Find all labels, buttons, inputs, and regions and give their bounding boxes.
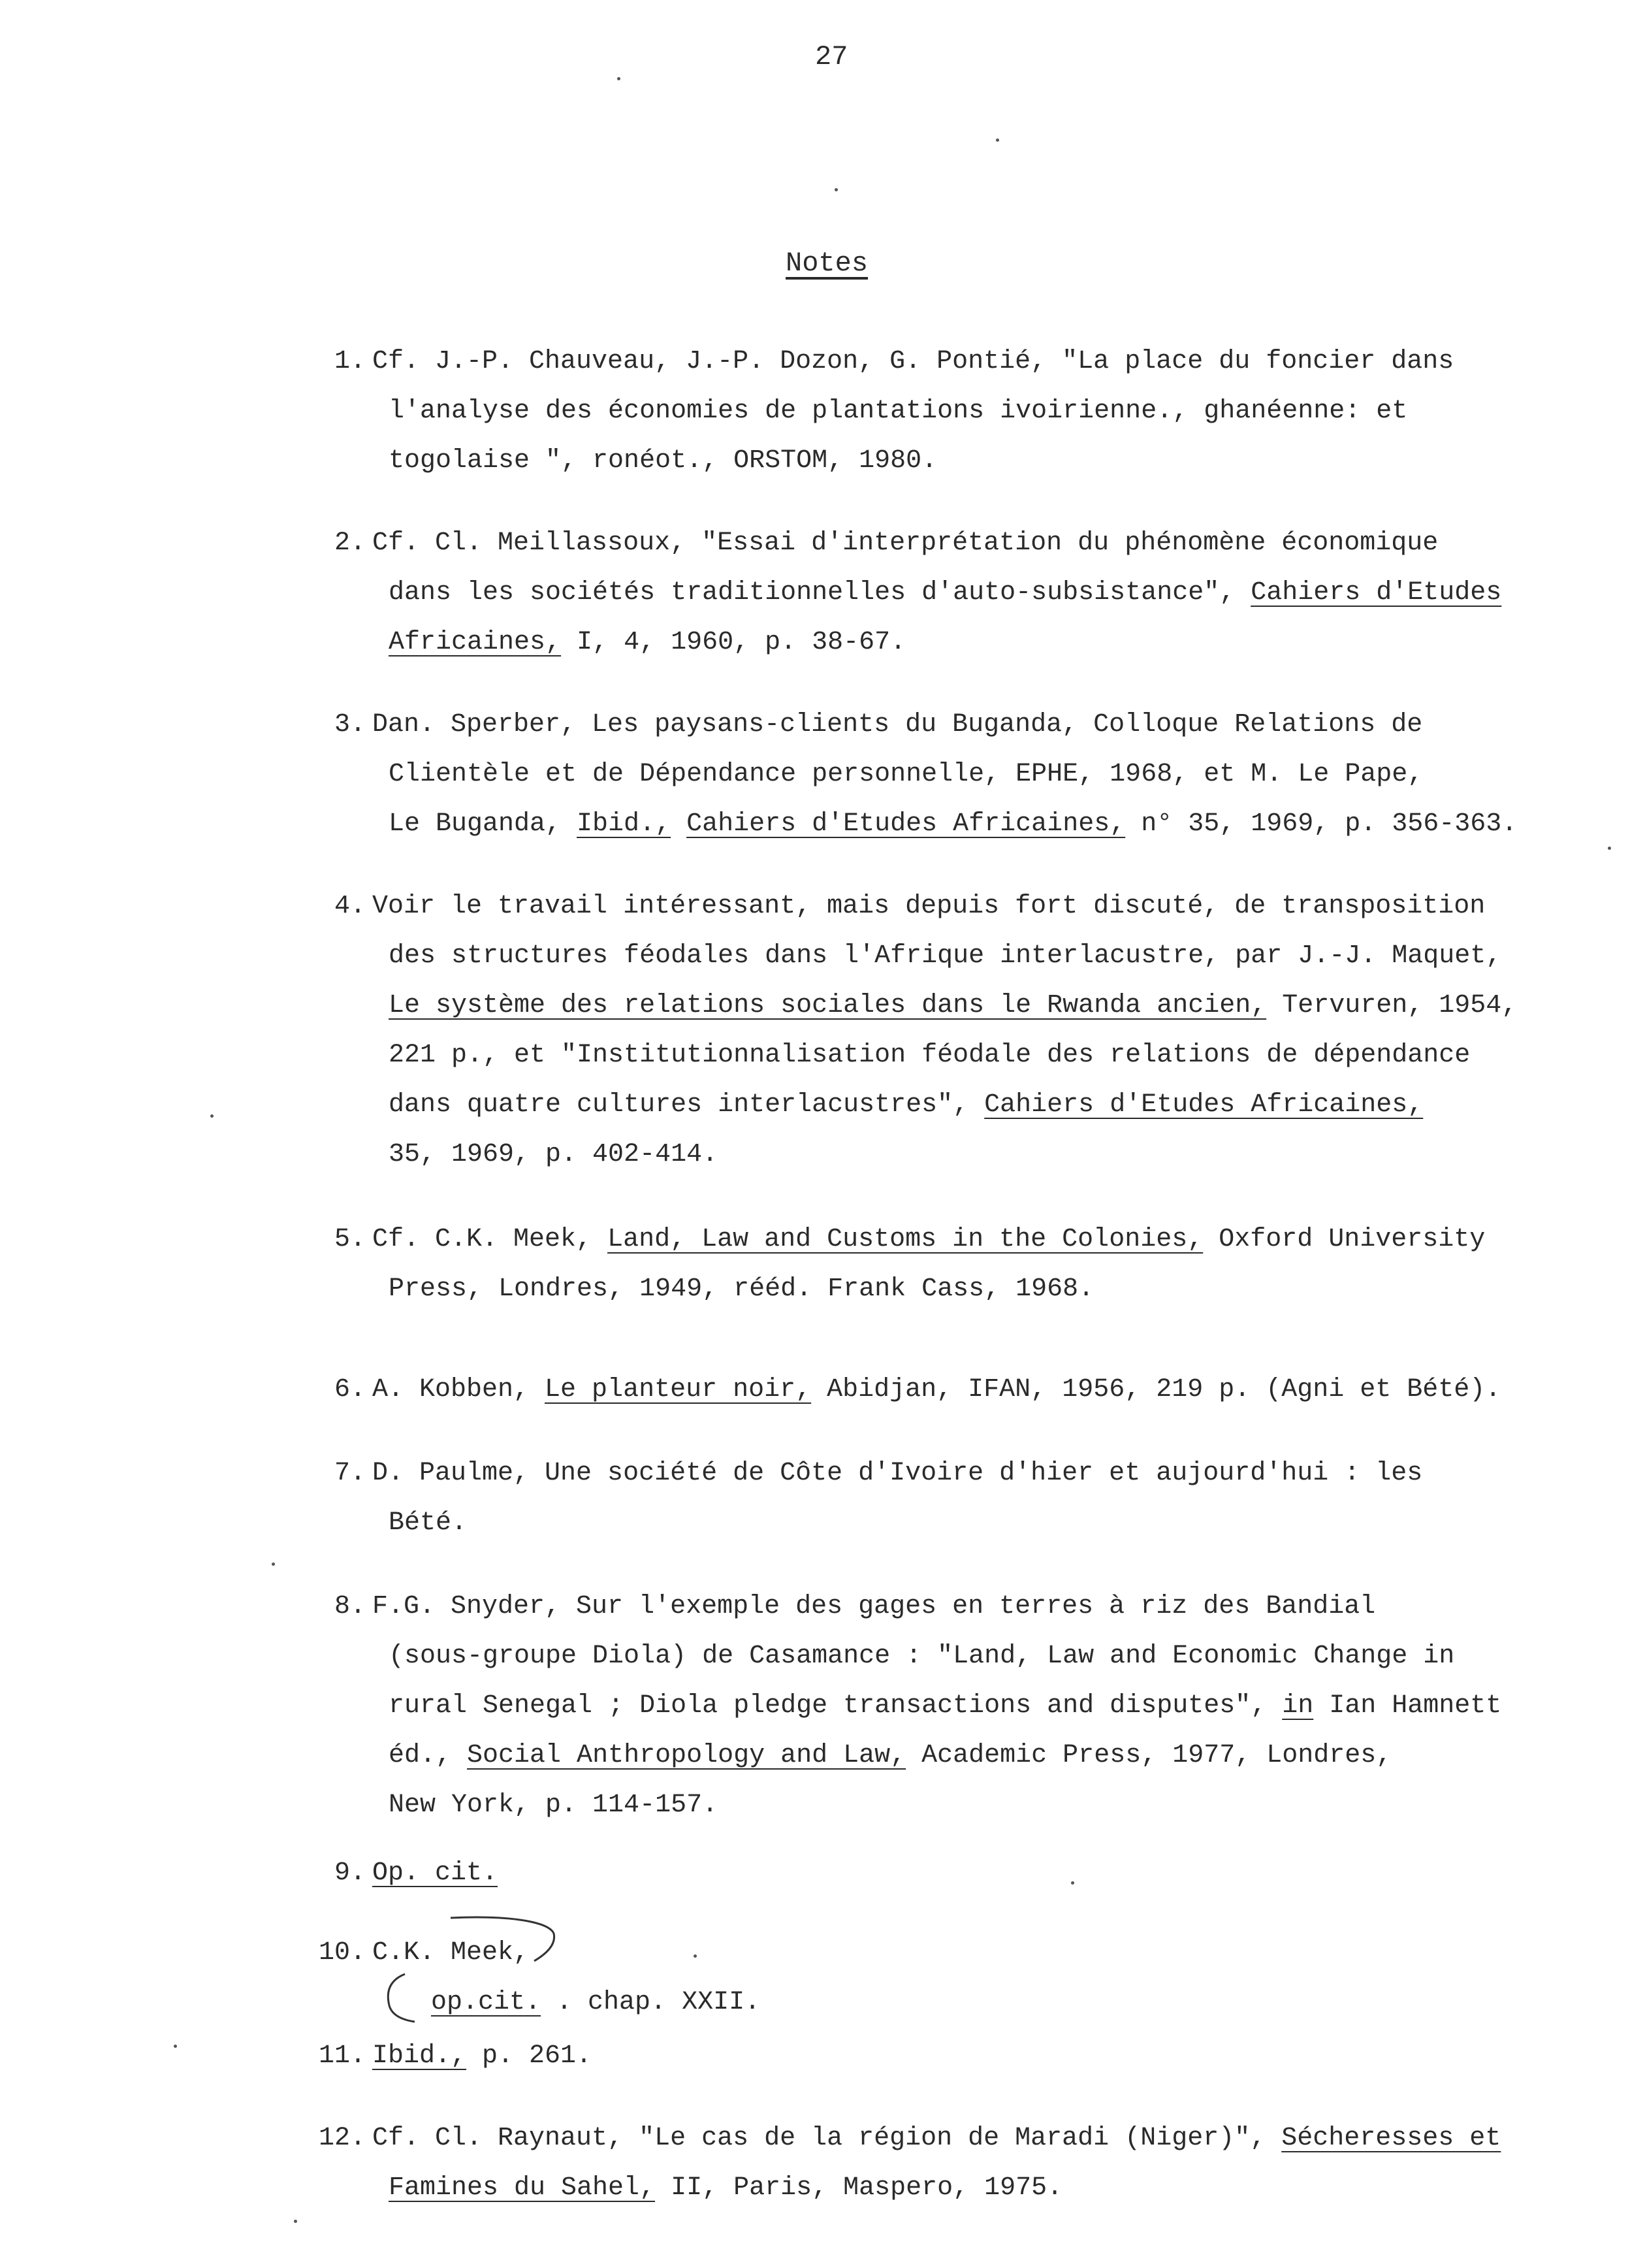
note-line: Clientèle et de Dépendance personnelle, EPHE, 1968, et M. Le Pape, [389,760,1424,789]
in-marker: in [1282,1691,1314,1721]
note-line: Voir le travail intéressant, mais depuis fort discuté, de transposition [372,892,1486,921]
note-line [287,2114,1593,2163]
note-text: n° 35, 1969, p. 356-363. [1125,809,1518,839]
note-line [287,618,1593,668]
note-12 [287,2114,1593,2213]
note-line [287,981,1593,1031]
note-text: rural Senegal ; Diola pledge transactions and disputes", [389,1691,1283,1721]
note-line: D. Paulme, Une société de Côte d'Ivoire d'hier et aujourd'hui : les [372,1459,1423,1488]
book-title: Sécheresses et [1281,2124,1501,2153]
book-title: Land, Law and Customs in the Colonies, [607,1225,1204,1254]
scan-speck [835,188,838,191]
note-8 [287,1582,1593,1830]
ibid-reference: Ibid., [577,809,671,839]
book-title: Social Anthropology and Law, [467,1741,906,1770]
note-number: 9. [334,1858,366,1888]
note-line: Cf. J.-P. Chauveau, J.-P. Dozon, G. Pontié, "La place du foncier dans [372,347,1454,376]
note-line: (sous-groupe Diola) de Casamance : "Land, Law and Economic Change in [389,1642,1455,1671]
note-number: 2. [334,528,366,558]
book-title: Le planteur noir, [545,1375,812,1404]
note-text [671,809,686,839]
note-1 [287,337,1593,486]
scan-speck [174,2045,177,2048]
note-text: dans les sociétés traditionnelles d'auto-subsistance", [389,578,1236,608]
note-line [287,568,1593,618]
scan-speck [996,138,999,142]
note-line: F.G. Snyder, Sur l'exemple des gages en terres à riz des Bandial [372,1592,1376,1621]
scan-speck [1608,847,1611,850]
note-11 [287,2032,1593,2081]
note-6 [287,1365,1593,1415]
page-number: 27 [815,41,848,73]
note-number: 1. [334,347,366,376]
note-text: Abidjan, IFAN, 1956, 219 p. (Agni et Bété). [811,1375,1501,1404]
note-text: p. 261. [466,2041,592,2071]
note-line [287,1849,1593,1898]
note-text: Ian Hamnett [1313,1691,1502,1721]
note-text: Le Buganda, [389,809,577,839]
scan-speck [617,77,620,80]
note-line [287,2163,1593,2213]
note-number: 4. [334,892,366,921]
journal-title: Cahiers d'Etudes Africaines, [984,1090,1424,1120]
journal-title: Cahiers d'Etudes [1251,578,1502,608]
note-line: New York, p. 114-157. [389,1790,718,1820]
note-line: 35, 1969, p. 402-414. [389,1140,718,1169]
note-number: 5. [334,1225,366,1254]
note-9 [287,1849,1593,1898]
note-line [287,1681,1593,1731]
note-number: 6. [334,1375,366,1404]
op-cit-reference: op.cit. [431,1988,541,2017]
note-text: Oxford University [1203,1225,1486,1254]
note-text: dans quatre cultures interlacustres", [389,1090,985,1120]
note-line [287,2032,1593,2081]
scan-speck [1071,1881,1074,1885]
note-line [287,1731,1593,1781]
handwritten-swap-mark [379,1914,588,2025]
note-line [287,1215,1593,1265]
book-title: Famines du Sahel, [389,2173,656,2203]
note-text: II, Paris, Maspero, 1975. [655,2173,1063,2203]
scan-speck [210,1114,214,1118]
note-number: 12. [318,2124,366,2153]
note-line: Dan. Sperber, Les paysans-clients du Buganda, Colloque Relations de [372,710,1423,739]
book-title: Le système des relations sociales dans le Rwanda ancien, [389,991,1267,1020]
note-line: Bété. [389,1508,468,1538]
scan-speck [294,2220,297,2223]
note-text: A. Kobben, [372,1375,545,1404]
note-text: . chap. XXII. [541,1988,761,2017]
note-line: Cf. Cl. Meillassoux, "Essai d'interprétation du phénomène économique [372,528,1439,558]
note-number: 7. [334,1459,366,1488]
note-text: Tervuren, 1954, [1266,991,1518,1020]
scan-speck [272,1563,275,1566]
note-number: 10. [318,1938,366,1968]
note-5 [287,1215,1593,1314]
note-line: des structures féodales dans l'Afrique interlacustre, par J.-J. Maquet, [389,941,1502,971]
note-number: 3. [334,710,366,739]
note-line: l'analyse des économies de plantations ivoirienne., ghanéenne: et [389,397,1408,426]
note-text: I, 4, 1960, p. 38-67. [561,628,906,657]
note-text: Cf. Cl. Raynaut, "Le cas de la région de Maradi (Niger)", [372,2124,1282,2153]
note-text: Cf. C.K. Meek, [372,1225,608,1254]
note-line: C.K. Meek, [372,1938,530,1968]
note-line [287,1080,1593,1130]
note-number: 11. [318,2041,366,2071]
note-2 [287,519,1593,668]
journal-title: Cahiers d'Etudes Africaines, [686,809,1126,839]
note-7 [287,1449,1593,1548]
note-4 [287,882,1593,1180]
journal-title: Africaines, [389,628,562,657]
note-text: Academic Press, 1977, Londres, [906,1741,1392,1770]
note-text: éd., [389,1741,468,1770]
page-title: Notes [786,248,869,279]
note-line [287,800,1593,849]
note-line: togolaise ", ronéot., ORSTOM, 1980. [389,446,938,476]
note-line: 221 p., et "Institutionnalisation féodale des relations de dépendance [389,1041,1471,1070]
scan-speck [694,1954,697,1958]
note-3 [287,700,1593,849]
note-line [287,1365,1593,1415]
note-number: 8. [334,1592,366,1621]
note-line: Press, Londres, 1949, rééd. Frank Cass, 1968. [389,1274,1095,1304]
ibid-reference: Ibid., [372,2041,467,2071]
op-cit-reference: Op. cit. [372,1858,498,1888]
